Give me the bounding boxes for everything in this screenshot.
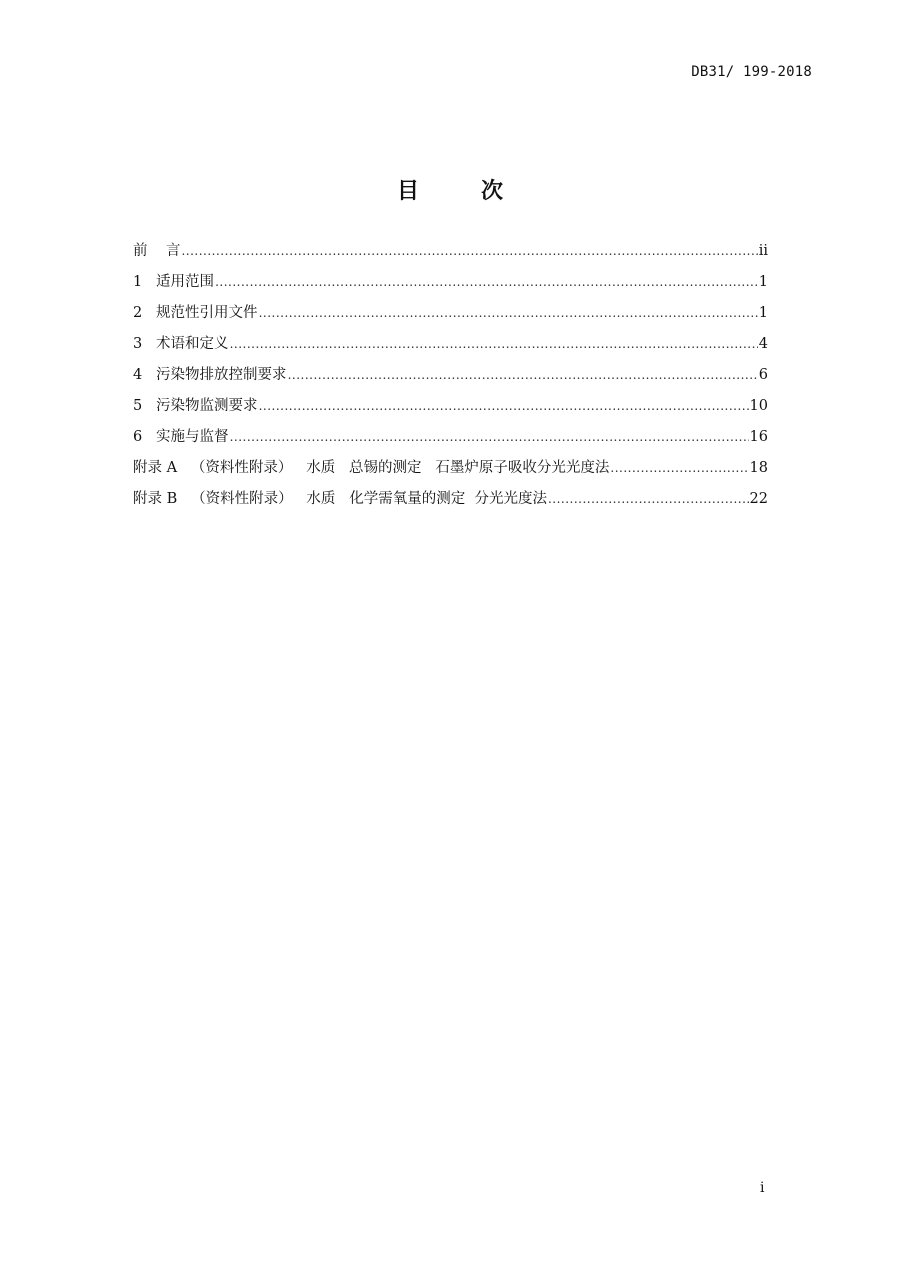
toc-leader-dots [610,453,748,484]
toc-entry-page: 18 [749,460,768,476]
toc-entry-label: 前 言 [133,243,181,259]
toc-leader-dots [548,484,749,515]
standard-code: DB31/ 199-2018 [691,64,812,80]
toc-leader-dots [230,329,758,360]
toc-entry-page: 6 [758,367,768,383]
toc-entry-page: 22 [749,491,768,507]
toc-entry-label: 5 污染物监测要求 [133,398,258,414]
page-number: i [760,1180,765,1196]
toc-title-char-2: 次 [481,179,504,204]
toc-entry-label: 附录 A （资料性附录） 水质 总锡的测定 石墨炉原子吸收分光光度法 [133,460,610,476]
toc-leader-dots [288,360,758,391]
toc-entry-page: 16 [749,429,768,445]
toc-entry-page: 4 [758,336,768,352]
toc-entry-normative-references[interactable] [133,298,768,329]
toc-leader-dots [230,422,749,453]
toc-leader-dots [259,391,749,422]
toc-list [133,236,768,515]
toc-entry-page: 1 [758,274,768,290]
toc-leader-dots [215,267,758,298]
toc-entry-monitoring[interactable] [133,391,768,422]
toc-entry-page: ii [758,243,768,259]
toc-leader-dots [259,298,758,329]
toc-entry-label: 3 术语和定义 [133,336,229,352]
toc-entry-page: 1 [758,305,768,321]
toc-entry-appendix-a[interactable] [133,453,768,484]
toc-entry-label: 4 污染物排放控制要求 [133,367,287,383]
toc-entry-scope[interactable] [133,267,768,298]
toc-entry-appendix-b[interactable] [133,484,768,515]
toc-title [0,174,900,210]
toc-leader-dots [181,236,757,267]
toc-entry-label: 附录 B （资料性附录） 水质 化学需氧量的测定 分光光度法 [133,491,547,507]
toc-entry-label: 1 适用范围 [133,274,215,290]
toc-entry-label: 6 实施与监督 [133,429,229,445]
toc-entry-implementation[interactable] [133,422,768,453]
toc-entry-label: 2 规范性引用文件 [133,305,258,321]
toc-entry-terms-definitions[interactable] [133,329,768,360]
toc-entry-emission-control[interactable] [133,360,768,391]
toc-entry-preface[interactable] [133,236,768,267]
toc-entry-page: 10 [749,398,768,414]
toc-title-char-1: 目 [396,179,419,204]
